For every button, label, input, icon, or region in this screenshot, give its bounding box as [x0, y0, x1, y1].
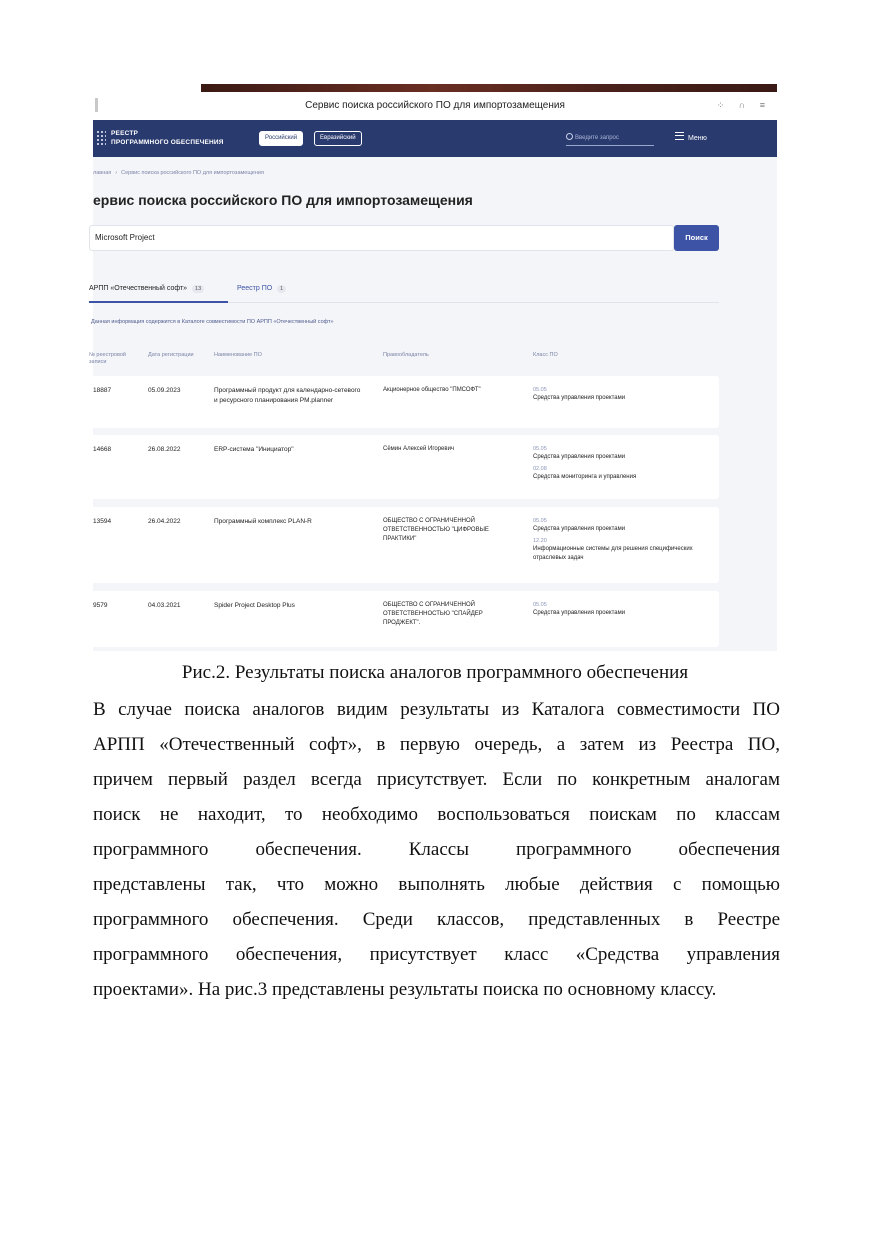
class-name: Средства управления проектами: [533, 610, 626, 616]
column-header-name: Наименование ПО: [214, 352, 262, 358]
page-title: ервис поиска российского ПО для импортозамещения: [93, 192, 473, 208]
browser-bar: [93, 84, 777, 120]
cell-date: 04.03.2021: [148, 602, 181, 609]
eurasian-registry-button[interactable]: Евразийский: [314, 131, 362, 146]
site-navbar: [93, 120, 777, 157]
menu-button[interactable]: [675, 132, 707, 145]
nav-search-input[interactable]: [566, 132, 654, 146]
body-line: В случае поиска аналогов видим результаты из Каталога совместимости ПО: [93, 699, 780, 720]
video-strip: [201, 84, 777, 92]
class-name: Средства управления проектами: [533, 395, 626, 401]
hamburger-icon: [675, 132, 684, 140]
tab-registry[interactable]: [237, 282, 286, 301]
class-code: 05.05: [533, 446, 547, 452]
body-paragraph: [93, 692, 780, 1007]
class-name: Информационные системы для решения специфических отраслевых задач: [533, 546, 693, 561]
nav-search-placeholder: Введите запрос: [575, 135, 619, 141]
body-line: АРПП «Отечественный софт», в первую очередь, а затем из Реестра ПО,: [93, 734, 780, 755]
table-row[interactable]: [87, 376, 719, 428]
logo-line-1: РЕЕСТР: [111, 130, 139, 137]
breadcrumb-separator: ›: [115, 170, 118, 176]
browser-title: Сервис поиска российского ПО для импортозамещения: [305, 100, 565, 111]
cell-num: 9579: [93, 602, 108, 609]
body-line: причем первый раздел всегда присутствует. Если по конкретным аналогам: [93, 769, 780, 790]
cell-class: [533, 601, 713, 621]
class-name: Средства управления проектами: [533, 454, 626, 460]
class-name: Средства управления проектами: [533, 526, 626, 532]
body-line: программного обеспечения. Классы программного обеспечения: [93, 839, 780, 860]
logo-line-2: ПРОГРАММНОГО ОБЕСПЕЧЕНИЯ: [111, 139, 224, 146]
site-logo[interactable]: [111, 129, 224, 147]
cell-class: [533, 517, 713, 566]
body-line: программного обеспечения. Среди классов, представленных в Реестре: [93, 909, 780, 930]
logo-icon: [96, 130, 106, 146]
column-header-num: № реестровой записи: [89, 352, 126, 365]
class-code: 05.05: [533, 518, 547, 524]
toolbar-icons[interactable]: ⁘ ∩ ≡: [716, 100, 771, 110]
class-code: 02.08: [533, 466, 547, 472]
cell-owner: ОБЩЕСТВО С ОГРАНИЧЕННОЙ ОТВЕТСТВЕННОСТЬЮ "ЦИФРОВЫЕ ПРАКТИКИ": [383, 518, 489, 542]
cell-owner: Сёмин Алексей Игоревич: [383, 446, 455, 452]
cell-name: Программный продукт для календарно-сетевого и ресурсного планирования PM.planner: [214, 387, 361, 404]
body-line: представлены так, что можно выполнять любые действия с помощью: [93, 874, 780, 895]
column-header-owner: Правообладатель: [383, 352, 429, 358]
cell-name: Spider Project Desktop Plus: [214, 602, 295, 609]
tab-bar: [89, 282, 719, 303]
cell-owner: ОБЩЕСТВО С ОГРАНИЧЕННОЙ ОТВЕТСТВЕННОСТЬЮ "СПАЙДЕР ПРОДЖЕКТ".: [383, 602, 483, 626]
cell-class: [533, 445, 713, 485]
figure-caption: Рис.2. Результаты поиска аналогов программного обеспечения: [181, 662, 689, 683]
tab-label: Реестр ПО: [237, 285, 273, 292]
breadcrumb-current: Сервис поиска российского ПО для импортозамещения: [121, 170, 264, 176]
class-code: 05.05: [533, 387, 547, 393]
table-row[interactable]: [87, 591, 719, 647]
menu-label: Меню: [688, 135, 707, 142]
cell-name: ERP-система "Инициатор": [214, 446, 294, 453]
breadcrumb: [93, 170, 264, 176]
class-code: 05.05: [533, 602, 547, 608]
breadcrumb-home[interactable]: лавная: [93, 170, 112, 176]
column-header-class: Класс ПО: [533, 352, 558, 358]
body-line: поиск не находит, то необходимо воспользоваться поискам по классам: [93, 804, 780, 825]
cell-num: 13594: [93, 518, 112, 525]
cell-class: [533, 386, 713, 406]
table-row[interactable]: [87, 435, 719, 499]
cell-date: 05.09.2023: [148, 387, 181, 394]
info-note: Данная информация содержится в Каталоге совместимости ПО АРПП «Отечественный софт»: [91, 319, 334, 325]
screenshot-figure: [89, 84, 777, 651]
cell-date: 26.04.2022: [148, 518, 181, 525]
cell-num: 18887: [93, 387, 112, 394]
tab-label: АРПП «Отечественный софт»: [89, 285, 188, 292]
body-line: проектами». На рис.3 представлены результаты поиска по основному классу.: [93, 979, 717, 1000]
search-input[interactable]: Microsoft Project: [89, 225, 674, 251]
cell-name: Программный комплекс PLAN-R: [214, 518, 312, 525]
cell-date: 26.08.2022: [148, 446, 181, 453]
cell-owner: Акционерное общество "ПМСОФТ": [383, 387, 481, 393]
russian-registry-button[interactable]: Российский: [259, 131, 303, 146]
search-icon: [566, 133, 573, 140]
search-button[interactable]: Поиск: [674, 225, 719, 251]
tab-arpp[interactable]: [89, 282, 228, 303]
table-row[interactable]: [87, 507, 719, 583]
class-name: Средства мониторинга и управления: [533, 474, 637, 480]
body-line: программного обеспечения, присутствует класс «Средства управления: [93, 944, 780, 965]
tab-count-badge: 13: [192, 285, 204, 293]
class-code: 12.20: [533, 538, 547, 544]
tab-count-badge: 1: [277, 285, 286, 293]
column-header-date: Дата регистрации: [148, 352, 194, 358]
cell-num: 14668: [93, 446, 112, 453]
